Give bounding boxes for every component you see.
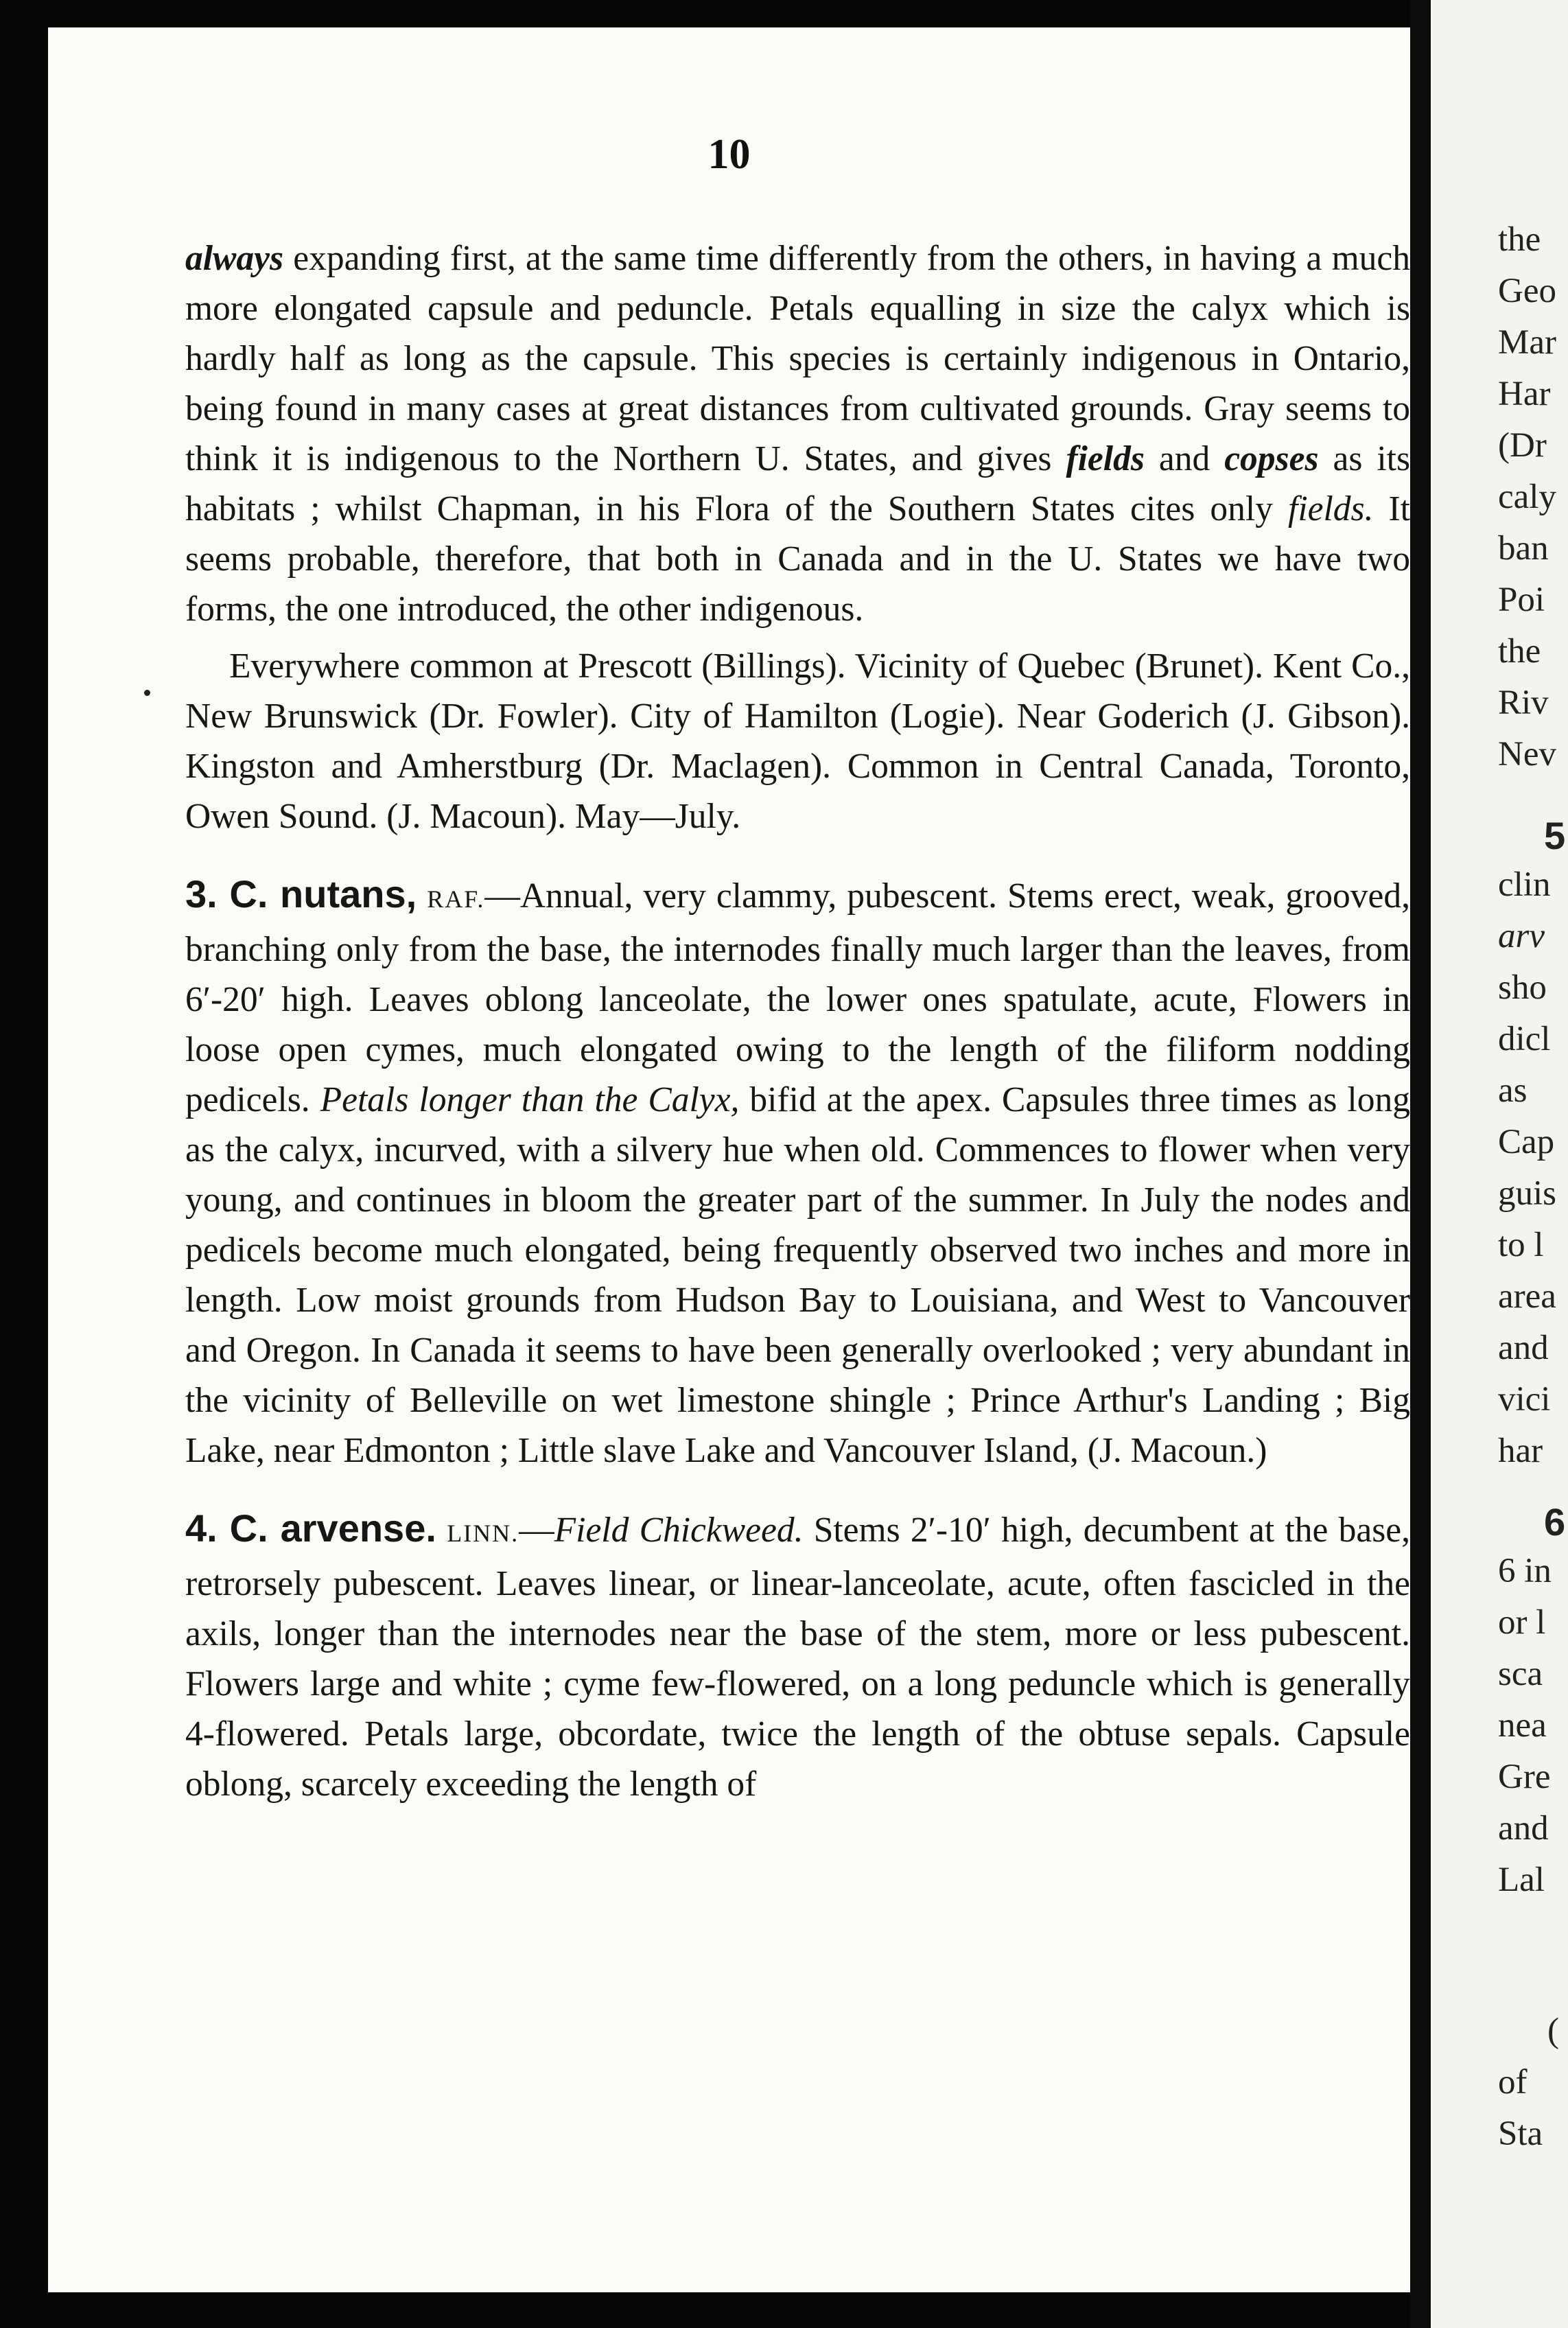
facing-fragment: Mar <box>1498 323 1556 362</box>
facing-fragment: Cap <box>1498 1123 1555 1161</box>
facing-fragment: caly <box>1498 478 1556 516</box>
species-authority: LINN. <box>447 1520 519 1547</box>
facing-fragment: to l <box>1498 1226 1544 1264</box>
text-run: as its habitats ; whilst Chapman, in his Flora of the Southern States cites only <box>185 439 1411 528</box>
page-number: 10 <box>707 131 751 178</box>
italic-word: fields <box>1066 439 1145 478</box>
species-description: —Annual, very clammy, pubescent. Stems erect, weak, grooved, branching only from the base, the internodes finally much larger than the leaves, from 6′-20′ high. Leaves oblong lanceolate, the lower ones spatulate, acute, Flowers in loose open cymes, much elongated owing to the length of the filiform nodding pedicels. <box>185 876 1411 1119</box>
page-body <box>185 233 1410 1809</box>
facing-fragment: Geo <box>1498 272 1556 310</box>
facing-fragment: and <box>1498 1329 1549 1367</box>
facing-fragment: arv <box>1498 917 1545 955</box>
facing-page-edge <box>1431 0 1568 2328</box>
facing-fragment: as <box>1498 1071 1528 1110</box>
facing-fragment: Har <box>1498 375 1551 413</box>
species-name: 3. C. nutans, <box>185 872 417 916</box>
facing-fragment: (Dr <box>1498 426 1547 465</box>
ink-speck <box>144 690 150 696</box>
facing-fragment: Sta <box>1498 2115 1543 2153</box>
species-description: Stems 2′-10′ high, decumbent at the base, retrorsely pubescent. Leaves linear, or linear-lanceolate, acute, often fascicled in the axils, longer than the internodes near the base of the stem, more or less pubescent. Flowers large and white ; cyme few-flowered, on a long peduncle which is generally 4-flowered. Petals large, obcordate, twice the length of the obtuse sepals. Capsule oblong, scarcely exceeding the length of <box>185 1511 1411 1804</box>
facing-fragment: 6 in <box>1498 1552 1552 1590</box>
gutter-shadow <box>1410 0 1431 2328</box>
facing-fragment: Riv <box>1498 684 1549 722</box>
facing-fragment: Nev <box>1498 735 1556 773</box>
facing-fragment: 6 <box>1544 1500 1566 1544</box>
italic-word: always <box>185 239 284 278</box>
facing-fragment: Gre <box>1498 1758 1551 1796</box>
species-description-cont: bifid at the apex. Capsules three times as long as the calyx, incurved, with a silvery hue when old. Commences to flower when very young, and continues in bloom the greater part of the summer. In July the nodes and pedicels become much elongated, being frequently observed two inches and more in length. Low moist grounds from Hudson Bay to Louisiana, and West to Vancouver and Oregon. In Canada it seems to have been generally overlooked ; very abundant in the vicinity of Belleville on wet limestone shingle ; Prince Arthur's Landing ; Big Lake, near Edmonton ; Little slave Lake and Vancouver Island, (J. Macoun.) <box>185 1080 1410 1470</box>
text-run: It seems probable, therefore, that both in Canada and in the U. States we have two forms, the one introduced, the other indigenous. <box>185 489 1410 629</box>
species-name: 4. C. arvense. <box>185 1506 436 1550</box>
facing-fragment: Poi <box>1498 581 1545 619</box>
facing-fragment: Lal <box>1498 1861 1545 1899</box>
paragraph-continuation <box>185 233 1410 634</box>
facing-fragment: the <box>1498 220 1541 259</box>
facing-fragment: vici <box>1498 1380 1551 1419</box>
facing-fragment: 5 <box>1544 814 1566 857</box>
book-page <box>48 27 1410 2292</box>
facing-fragment: guis <box>1498 1174 1557 1213</box>
facing-fragment: area <box>1498 1277 1556 1316</box>
common-name: Field Chickweed. <box>554 1511 804 1550</box>
species-entry-arvense: 4. C. arvense. LINN.—Field Chickweed. Stems 2′-10′ high, decumbent at the base, retrorsely pubescent. Leaves linear, or linear-lanceolate, acute, often fascicled in the axils, longer than the internodes near the base of the stem, more or less pubescent. Flowers large and white ; cyme few-flowered, on a long peduncle which is generally 4-flowered. Petals large, obcordate, twice the length of the obtuse sepals. Capsule oblong, scarcely exceeding the length of <box>185 1506 1411 1804</box>
facing-fragment: ( <box>1547 2012 1559 2050</box>
text-run: and <box>1144 439 1225 478</box>
paragraph-localities: Everywhere common at Prescott (Billings). Vicinity of Quebec (Brunet). Kent Co., New Brunswick (Dr. Fowler). City of Hamilton (Logie). Near Goderich (J. Gibson). Kingston and Amherstburg (Dr. Maclagen). Common in Central Canada, Toronto, Owen Sound. (J. Macoun). May—July. <box>185 647 1410 836</box>
facing-fragment: or l <box>1498 1603 1546 1642</box>
facing-fragment: ban <box>1498 529 1549 568</box>
facing-fragment: of <box>1498 2063 1528 2102</box>
facing-fragment: sca <box>1498 1655 1543 1693</box>
facing-fragment: and <box>1498 1809 1549 1848</box>
facing-fragment: har <box>1498 1432 1543 1470</box>
species-entry-nutans <box>185 869 1410 1476</box>
italic-phrase: Petals longer than the Calyx, <box>320 1080 740 1119</box>
species-authority: RAF. <box>427 885 485 913</box>
italic-word: fields. <box>1288 489 1374 528</box>
facing-fragment: sho <box>1498 968 1547 1007</box>
italic-word: copses <box>1224 439 1319 478</box>
facing-fragment: clin <box>1498 865 1551 904</box>
facing-fragment: dicl <box>1498 1020 1551 1058</box>
facing-fragment: nea <box>1498 1706 1547 1745</box>
facing-fragment: the <box>1498 632 1541 671</box>
text-run: expanding first, at the same time differently from the others, in having a much more elongated capsule and peduncle. Petals equalling in size the calyx which is hardly half as long as the capsule. This species is certainly indigenous in Ontario, being found in many cases at great distances from cultivated grounds. Gray seems to think it is indigenous to the Northern U. States, and gives <box>185 239 1410 478</box>
